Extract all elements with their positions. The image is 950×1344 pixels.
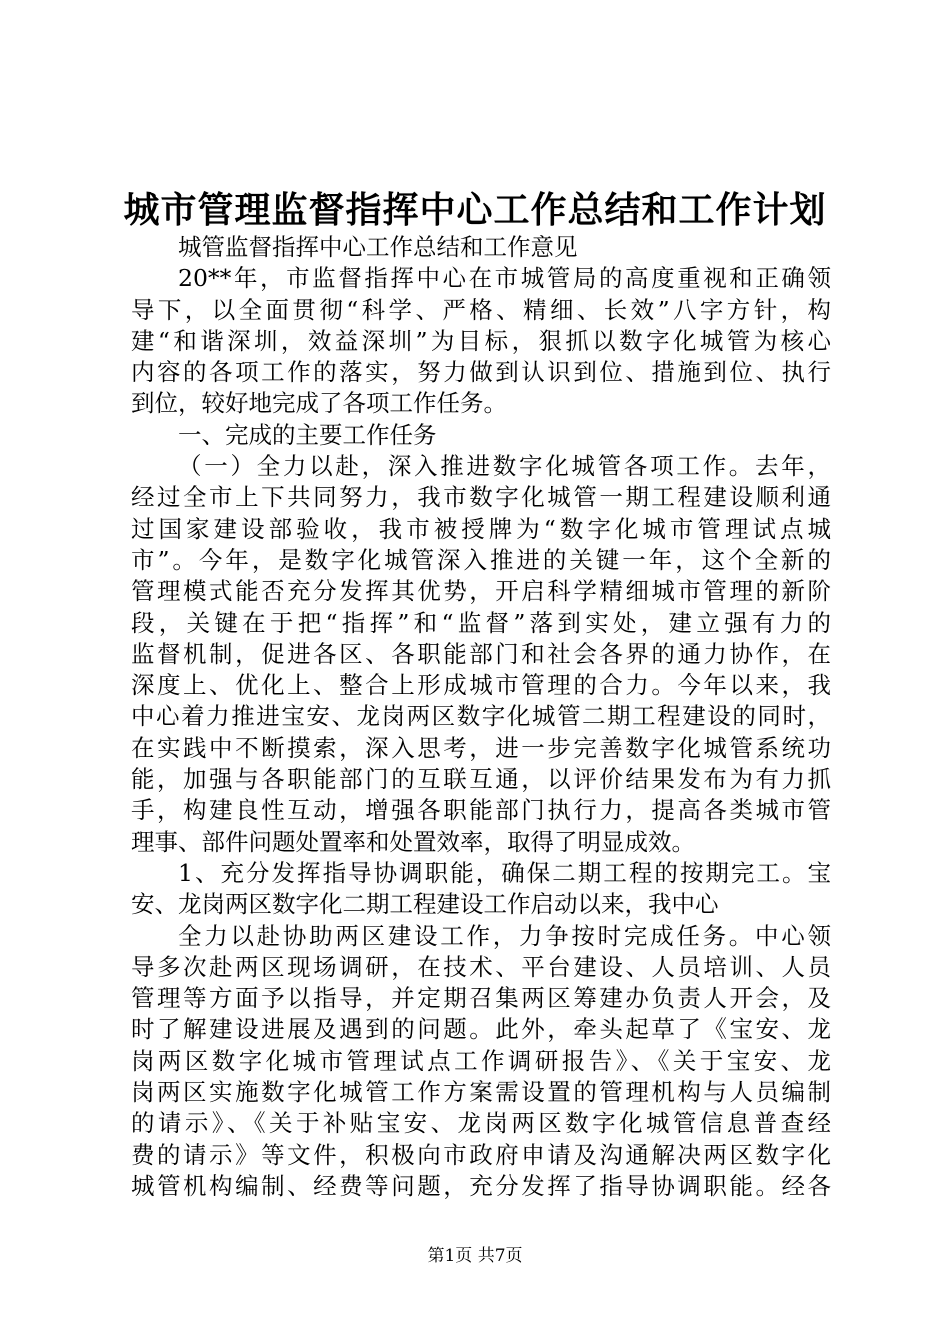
body-line: 导下，以全面贯彻“科学、严格、精细、长效”八字方针，构 [131, 295, 831, 324]
body-line: 城管机构编制、经费等问题，充分发挥了指导协调职能。经各 [131, 1171, 831, 1200]
body-line: 理事、部件问题处置率和处置效率，取得了明显成效。 [131, 827, 695, 856]
body-line: 内容的各项工作的落实，努力做到认识到位、措施到位、执行 [131, 358, 831, 387]
body-line: 的请示》、《关于补贴宝安、龙岗两区数字化城管信息普查经 [131, 1109, 831, 1138]
body-line: 市”。今年，是数字化城管深入推进的关键一年，这个全新的 [131, 545, 831, 574]
body-line: 在实践中不断摸索，深入思考，进一步完善数字化城管系统功 [131, 733, 831, 762]
body-line: 监督机制，促进各区、各职能部门和社会各界的通力协作，在 [131, 639, 831, 668]
body-line: 1、充分发挥指导协调职能，确保二期工程的按期完工。宝 [178, 858, 831, 887]
body-line: 费的请示》等文件，积极向市政府申请及沟通解决两区数字化 [131, 1140, 831, 1169]
body-line: 过国家建设部验收，我市被授牌为“数字化城市管理试点城 [131, 514, 831, 543]
body-line: 管理等方面予以指导，并定期召集两区筹建办负责人开会，及 [131, 984, 831, 1013]
body-line: 岗两区实施数字化城管工作方案需设置的管理机构与人员编制 [131, 1078, 831, 1107]
section-heading: 一、完成的主要工作任务 [178, 420, 437, 449]
body-line: 深度上、优化上、整合上形成城市管理的合力。今年以来，我 [131, 671, 831, 700]
body-line: 安、龙岗两区数字化二期工程建设工作启动以来，我中心 [131, 890, 719, 919]
body-line: 全力以赴协助两区建设工作，力争按时完成任务。中心领 [178, 921, 831, 950]
body-line: 中心着力推进宝安、龙岗两区数字化城管二期工程建设的同时， [131, 702, 831, 731]
body-line: 能，加强与各职能部门的互联互通，以评价结果发布为有力抓 [131, 765, 831, 794]
body-line: 手，构建良性互动，增强各职能部门执行力，提高各类城市管 [131, 796, 831, 825]
document-title: 城市管理监督指挥中心工作总结和工作计划 [123, 189, 827, 231]
body-line: 段，关键在于把“指挥”和“监督”落到实处，建立强有力的 [131, 608, 831, 637]
body-line: 城管监督指挥中心工作总结和工作意见 [178, 233, 578, 261]
document-body [131, 232, 831, 1202]
body-line: （一）全力以赴，深入推进数字化城管各项工作。去年， [178, 452, 831, 481]
body-line: 时了解建设进展及遇到的问题。此外，牵头起草了《宝安、龙 [131, 1015, 831, 1044]
body-line: 20**年，市监督指挥中心在市城管局的高度重视和正确领 [178, 264, 831, 293]
body-line: 管理模式能否充分发挥其优势，开启科学精细城市管理的新阶 [131, 577, 831, 606]
page-footer: 第1页 共7页 [427, 1246, 523, 1266]
body-line: 到位，较好地完成了各项工作任务。 [131, 389, 507, 418]
body-line: 建“和谐深圳，效益深圳”为目标，狠抓以数字化城管为核心 [131, 326, 831, 355]
body-line: 岗两区数字化城市管理试点工作调研报告》、《关于宝安、龙 [131, 1046, 831, 1075]
body-line: 经过全市上下共同努力，我市数字化城管一期工程建设顺利通 [131, 483, 831, 512]
body-line: 导多次赴两区现场调研，在技术、平台建设、人员培训、人员 [131, 952, 831, 981]
